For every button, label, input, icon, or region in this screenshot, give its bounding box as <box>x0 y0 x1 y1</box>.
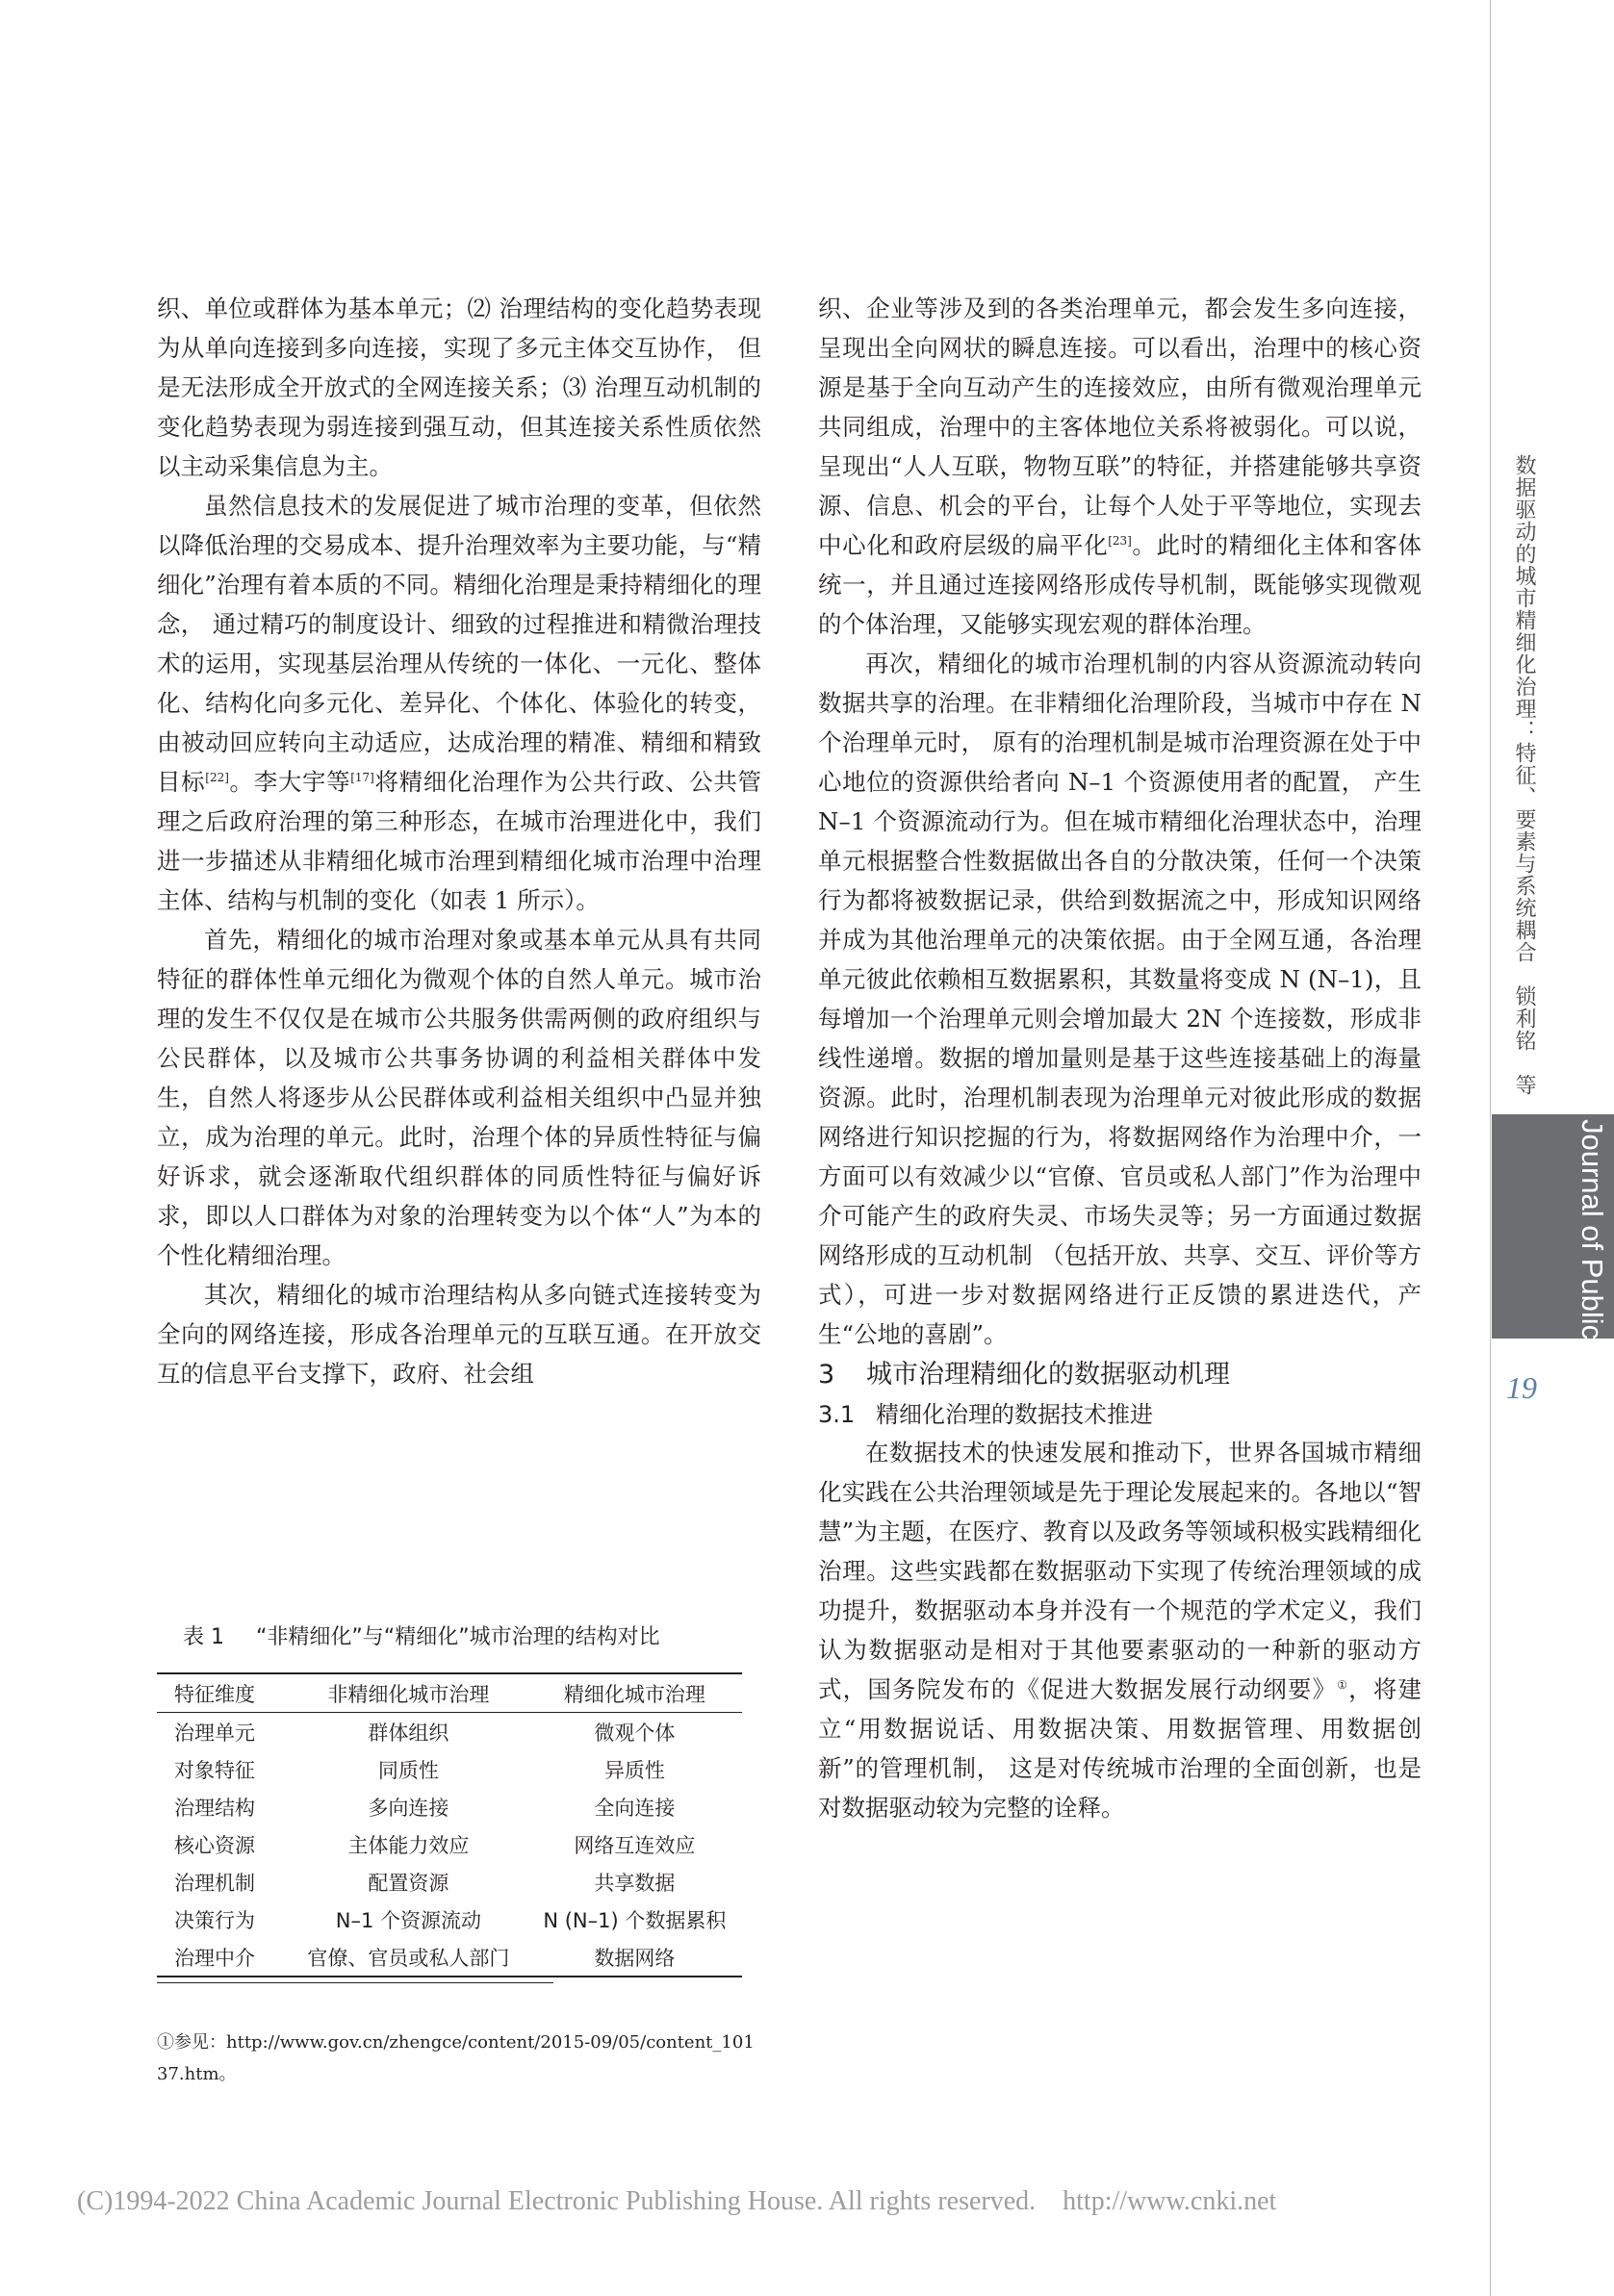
footnote-marker: ① <box>1337 1677 1349 1692</box>
table-cell: 同质性 <box>377 1758 439 1782</box>
table-cell: 多向连接 <box>368 1796 449 1820</box>
table-cell: 共享数据 <box>594 1871 676 1895</box>
table-cell: 决策行为 <box>174 1908 255 1932</box>
table-header-cell: 特征维度 <box>174 1682 255 1706</box>
citation: [23] <box>1108 533 1132 548</box>
paragraph: 其次，精细化的城市治理结构从多向链式连接转变为全向的网络连接，形成各治理单元的互联互通。在开放交互的信息平台支撑下，政府、社会组 <box>157 1281 761 1388</box>
left-column <box>157 289 761 1393</box>
text-run: 织、企业等涉及到的各类治理单元，都会发生多向连接，呈现出全向网状的瞬息连接。可以看出，治理中的核心资源是基于全向互动产生的连接效应，由所有微观治理单元共同组成，治理中的主客体地位关系将被弱化。可以说，呈现出“人人互联，物物互联”的特征，并搭建能够共享资源、信息、机会的平台，让每个人处于平等地位，实现去中心化和政府层级的扁平化 <box>818 294 1422 559</box>
paragraph: 织、单位或群体为基本单元；⑵ 治理结构的变化趋势表现为从单向连接到多向连接，实现了多元主体交互协作， 但是无法形成全开放式的全网连接关系；⑶ 治理互动机制的变化趋势表现为弱连接到强互动，但其连接关系性质依然以主动采集信息为主。 <box>157 294 761 480</box>
paragraph: 首先，精细化的城市治理对象或基本单元从具有共同特征的群体性单元细化为微观个体的自然人单元。城市治理的发生不仅仅是在城市公共服务供需两侧的政府组织与公民群体，以及城市公共事务协调的利益相关群体中发生，自然人将逐步从公民群体或利益相关组织中凸显并独立，成为治理的单元。此时，治理个体的异质性特征与偏好诉求，就会逐渐取代组织群体的同质性特征与偏好诉求，即以人口群体为对象的治理转变为以个体“人”为本的个性化精细治理。 <box>157 926 761 1269</box>
section-number: 3 <box>818 1360 835 1390</box>
table-cell: 治理中介 <box>174 1946 255 1970</box>
table-header-cell: 非精细化城市治理 <box>327 1682 490 1706</box>
section-heading <box>818 1354 1422 1396</box>
table-cell: N–1 个资源流动 <box>335 1908 481 1932</box>
table-cell: 对象特征 <box>174 1758 255 1782</box>
table-header-cell: 精细化城市治理 <box>563 1682 705 1706</box>
text-run: 。李大宇等 <box>228 768 351 796</box>
text-run: ，将建立“用数据说话、用数据决策、用数据管理、用数据创新”的管理机制， 这是对传统城市治理的全面创新，也是对数据驱动较为完整的诠释。 <box>818 1675 1422 1822</box>
table-row <box>157 1825 742 1863</box>
text-run: 在数据技术的快速发展和推动下，世界各国城市精细化实践在公共治理领域是先于理论发展起来的。各地以“智慧”为主题，在医疗、教育以及政务等领域积极实践精细化治理。这些实践都在数据驱动下实现了传统治理领域的成功提升，数据驱动本身并没有一个规范的学术定义，我们认为数据驱动是相对于其他要素驱动的一种新的驱动方式，国务院发布的《促进大数据发展行动纲要》 <box>818 1439 1422 1703</box>
table-caption <box>183 1623 760 1652</box>
table-cell: 群体组织 <box>368 1721 449 1745</box>
paragraph <box>818 1433 1422 1827</box>
journal-name: Journal of Public Management <box>1576 1119 1609 1522</box>
table-row <box>157 1788 742 1825</box>
paragraph <box>818 289 1422 644</box>
table-cell: 配置资源 <box>368 1871 449 1895</box>
table-row <box>157 1713 742 1751</box>
copyright-notice: (C)1994-2022 China Academic Journal Electronic Publishing House. All rights reserved. http://www.cnki.net <box>77 2186 1277 2216</box>
right-column <box>818 289 1422 1827</box>
text-run: 虽然信息技术的发展促进了城市治理的变革，但依然以降低治理的交易成本、提升治理效率为主要功能，与“精细化”治理有着本质的不同。精细化治理是秉持精细化的理念， 通过精巧的制度设计、细致的过程推进和精微治理技术的运用，实现基层治理从传统的一体化、一元化、整体化、结构化向多元化、差异化、个体化、体验化的转变，由被动回应转向主动适应，达成治理的精准、精细和精致目标 <box>157 492 761 796</box>
table-caption-text: “非精细化”与“精细化”城市治理的结构对比 <box>256 1625 660 1649</box>
table-row <box>157 1863 742 1901</box>
footnote-divider <box>157 1982 553 1983</box>
subsection-number: 3.1 <box>818 1401 856 1428</box>
paragraph: 再次，精细化的城市治理机制的内容从资源流动转向数据共享的治理。在非精细化治理阶段，当城市中存在 N 个治理单元时， 原有的治理机制是城市治理资源在处于中心地位的资源供给者向 N–1 个资源使用者的配置， 产生 N–1 个资源流动行为。但在城市精细化治理状态中，治理单元根据整合性数据做出各自的分散决策，任何一个决策行为都将被数据记录，供给到数据流之中，形成知识网络并成为其他治理单元的决策依据。由于全网互通，各治理单元彼此依赖相互数据累积，其数量将变成 N (N–1)，且每增加一个治理单元则会增加最大 2N 个连接数，形成非线性递增。数据的增加量则是基于这些连接基础上的海量资源。此时，治理机制表现为治理单元对彼此形成的数据网络进行知识挖掘的行为，将数据网络作为治理中介，一方面可以有效减少以“官僚、官员或私人部门”作为治理中介可能产生的政府失灵、市场失灵等；另一方面通过数据网络形成的互动机制 （包括开放、共享、交互、评价等方式），可进一步对数据网络进行正反馈的累进迭代，产生“公地的喜剧”。 <box>818 650 1422 1348</box>
page-number: 19 <box>1506 1370 1537 1405</box>
table-header-row <box>157 1673 742 1713</box>
table-cell: 全向连接 <box>594 1796 676 1820</box>
table-cell: 微观个体 <box>594 1721 676 1745</box>
table-cell: 治理机制 <box>174 1871 255 1895</box>
table-cell: 官僚、官员或私人部门 <box>307 1946 510 1970</box>
table-cell: 网络互连效应 <box>574 1833 696 1857</box>
table-cell: 数据网络 <box>594 1946 676 1970</box>
citation: [22] <box>205 770 229 784</box>
table-cell: 异质性 <box>603 1758 665 1782</box>
table-cell: 核心资源 <box>174 1833 255 1857</box>
running-head: 数据驱动的城市精细化治理：特征、要素与系统耦合 锁利铭 等 <box>1512 454 1536 1096</box>
comparison-table <box>157 1672 742 1977</box>
paragraph <box>157 486 761 920</box>
table-cell: 治理结构 <box>174 1796 255 1820</box>
sidebar-divider <box>1490 0 1491 2296</box>
subsection-title: 精细化治理的数据技术推进 <box>876 1401 1153 1428</box>
table-row <box>157 1938 742 1977</box>
table-row <box>157 1901 742 1938</box>
table-cell: 主体能力效应 <box>347 1833 470 1857</box>
table-cell: 治理单元 <box>174 1721 255 1745</box>
footnote: ①参见：http://www.gov.cn/zhengce/content/2015-09/05/content_10137.htm。 <box>157 2032 755 2084</box>
table-row <box>157 1750 742 1788</box>
section-title: 城市治理精细化的数据驱动机理 <box>866 1360 1230 1390</box>
text-run: 。此时的精细化主体和客体统一，并且通过连接网络形成传导机制，既能够实现微观的个体治理，又能够实现宏观的群体治理。 <box>818 531 1422 638</box>
citation: [17] <box>350 770 374 784</box>
table-caption-number: 表 1 <box>183 1625 224 1649</box>
table-cell: N (N–1) 个数据累积 <box>543 1908 727 1932</box>
subsection-heading <box>818 1396 1422 1433</box>
text-run: 将精细化治理作为公共行政、公共管理之后政府治理的第三种形态，在城市治理进化中，我们进一步描述从非精细化城市治理到精细化城市治理中治理主体、结构与机制的变化（如表 1 所示）。 <box>157 768 762 914</box>
